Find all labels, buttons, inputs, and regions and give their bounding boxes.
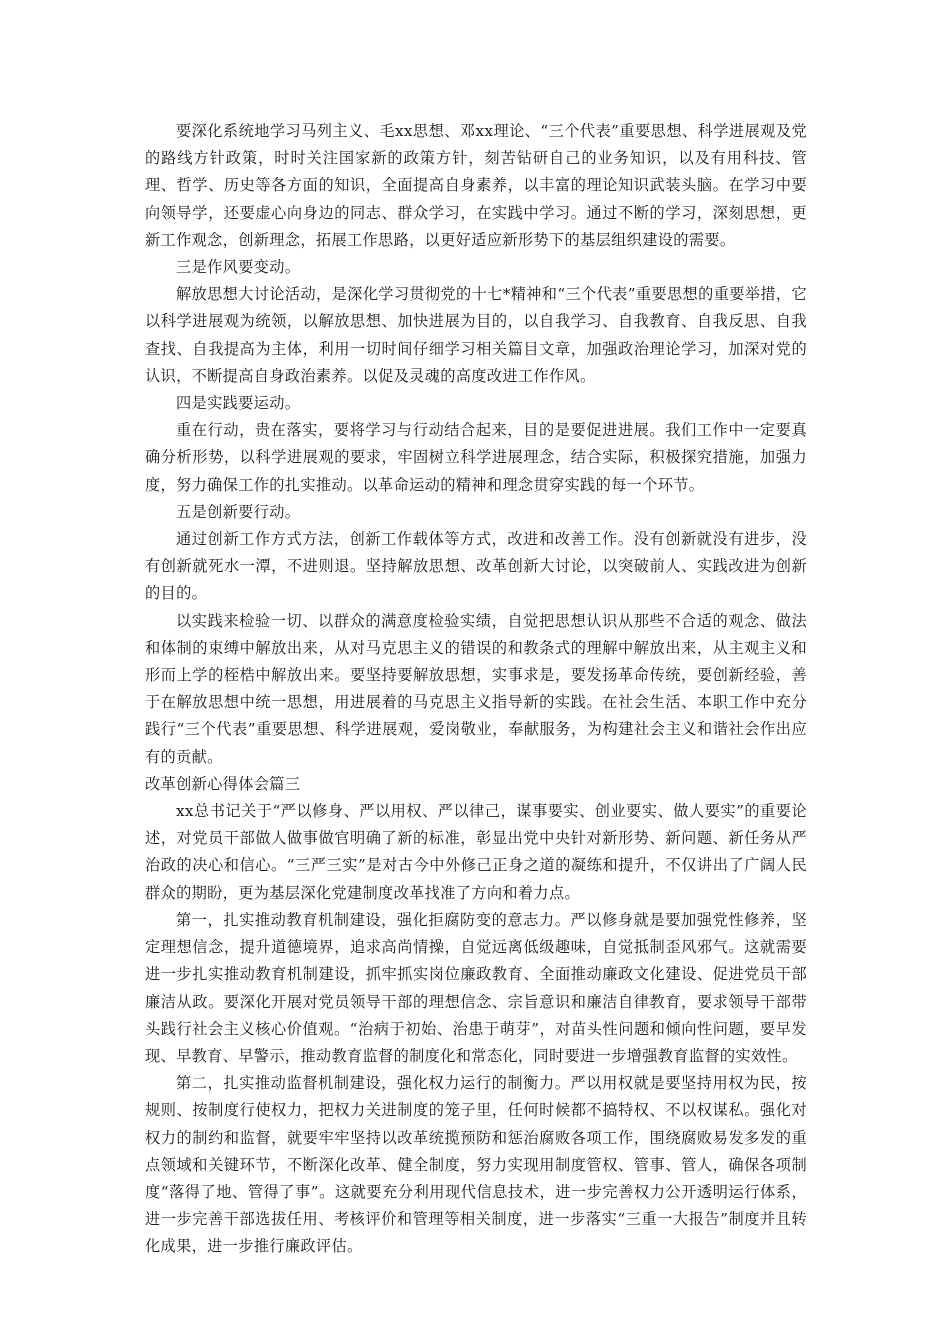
paragraph: 第一，扎实推动教育机制建设，强化拒腐防变的意志力。严以修身就是要加强党性修养，坚定理想信念，提升道德境界，追求高尚情操，自觉远离低级趣味，自觉抵制歪风邪气。这就需要进一步扎实推动教育机制建设，抓牢抓实岗位廉政教育、全面推动廉政文化建设、促进党员干部廉洁从政。要深化开展对党员领导干部的理想信念、宗旨意识和廉洁自律教育，要求领导干部带头践行社会主义核心价值观。“治病于初始、治患于萌芽”，对苗头性问题和倾向性问题，要早发现、早教育、早警示，推动教育监督的制度化和常态化，同时要进一步增强教育监督的实效性。 (145, 910, 807, 1065)
section-heading: 四是实践要运动。 (176, 394, 301, 413)
section-heading: 五是创新要行动。 (176, 502, 301, 521)
paragraph: 以实践来检验一切、以群众的满意度检验实绩，自觉把思想认识从那些不合适的观念、做法和体制的束缚中解放出来，从对马克思主义的错误的和教条式的理解中解放出来，从主观主义和形而上学的桎梏中解放出来。要坚持要解放思想，实事求是，要发扬革命传统，要创新经验，善于在解放思想中统一思想，用进展着的马克思主义指导新的实践。在社会生活、本职工作中充分践行“三个代表”重要思想、科学进展观，爱岗敬业，奉献服务，为构建社会主义和谐社会作出应有的贡献。 (145, 611, 807, 766)
document-body (145, 118, 807, 1261)
paragraph: 第二，扎实推动监督机制建设，强化权力运行的制衡力。严以用权就是要坚持用权为民，按规则、按制度行使权力，把权力关进制度的笼子里，任何时候都不搞特权、不以权谋私。强化对权力的制约和监督，就要牢牢坚持以改革统揽预防和惩治腐败各项工作，围绕腐败易发多发的重点领域和关键环节，不断深化改革、健全制度，努力实现用制度管权、管事、管人，确保各项制度“落得了地、管得了事”。这就要充分利用现代信息技术，进一步完善权力公开透明运行体系，进一步完善干部选拔任用、考核评价和管理等相关制度，进一步落实“三重一大报告”制度并且转化成果，进一步推行廉政评估。 (145, 1074, 807, 1256)
paragraph: 重在行动，贵在落实，要将学习与行动结合起来，目的是要促进进展。我们工作中一定要真确分析形势，以科学进展观的要求，牢固树立科学进展理念，结合实际，积极探究措施，加强力度，努力确保工作的扎实推动。以革命运动的精神和理念贯穿实践的每一个环节。 (145, 421, 807, 494)
paragraph: 通过创新工作方式方法，创新工作载体等方式，改进和改善工作。没有创新就没有进步，没有创新就死水一潭，不进则退。坚持解放思想、改革创新大讨论，以突破前人、实践改进为创新的目的。 (145, 530, 807, 603)
section-heading: 三是作风要变动。 (176, 258, 301, 277)
paragraph: 要深化系统地学习马列主义、毛xx思想、邓xx理论、“三个代表”重要思想、科学进展观及党的路线方针政策，时时关注国家新的政策方针，刻苦钻研自己的业务知识，以及有用科技、管理、哲学、历史等各方面的知识，全面提高自身素养，以丰富的理论知识武装头脑。在学习中要向领导学，还要虚心向身边的同志、群众学习，在实践中学习。通过不断的学习，深刻思想，更新工作观念，创新理念，拓展工作思路，以更好适应新形势下的基层组织建设的需要。 (145, 122, 807, 249)
paragraph: xx总书记关于“严以修身、严以用权、严以律己，谋事要实、创业要实、做人要实”的重要论述，对党员干部做人做事做官明确了新的标准，彰显出党中央针对新形势、新问题、新任务从严治政的决心和信心。“三严三实”是对古今中外修己正身之道的凝练和提升，不仅讲出了广阔人民群众的期盼，更为基层深化党建制度改革找准了方向和着力点。 (145, 802, 807, 902)
article-title: 改革创新心得体会篇三 (145, 774, 301, 793)
paragraph: 解放思想大讨论活动，是深化学习贯彻党的十七*精神和“三个代表”重要思想的重要举措，它以科学进展观为统领，以解放思想、加快进展为目的，以自我学习、自我教育、自我反思、自我查找、自我提高为主体，利用一切时间仔细学习相关篇目文章，加强政治理论学习，加深对党的认识，不断提高自身政治素养。以促及灵魂的高度改进工作作风。 (145, 285, 807, 385)
